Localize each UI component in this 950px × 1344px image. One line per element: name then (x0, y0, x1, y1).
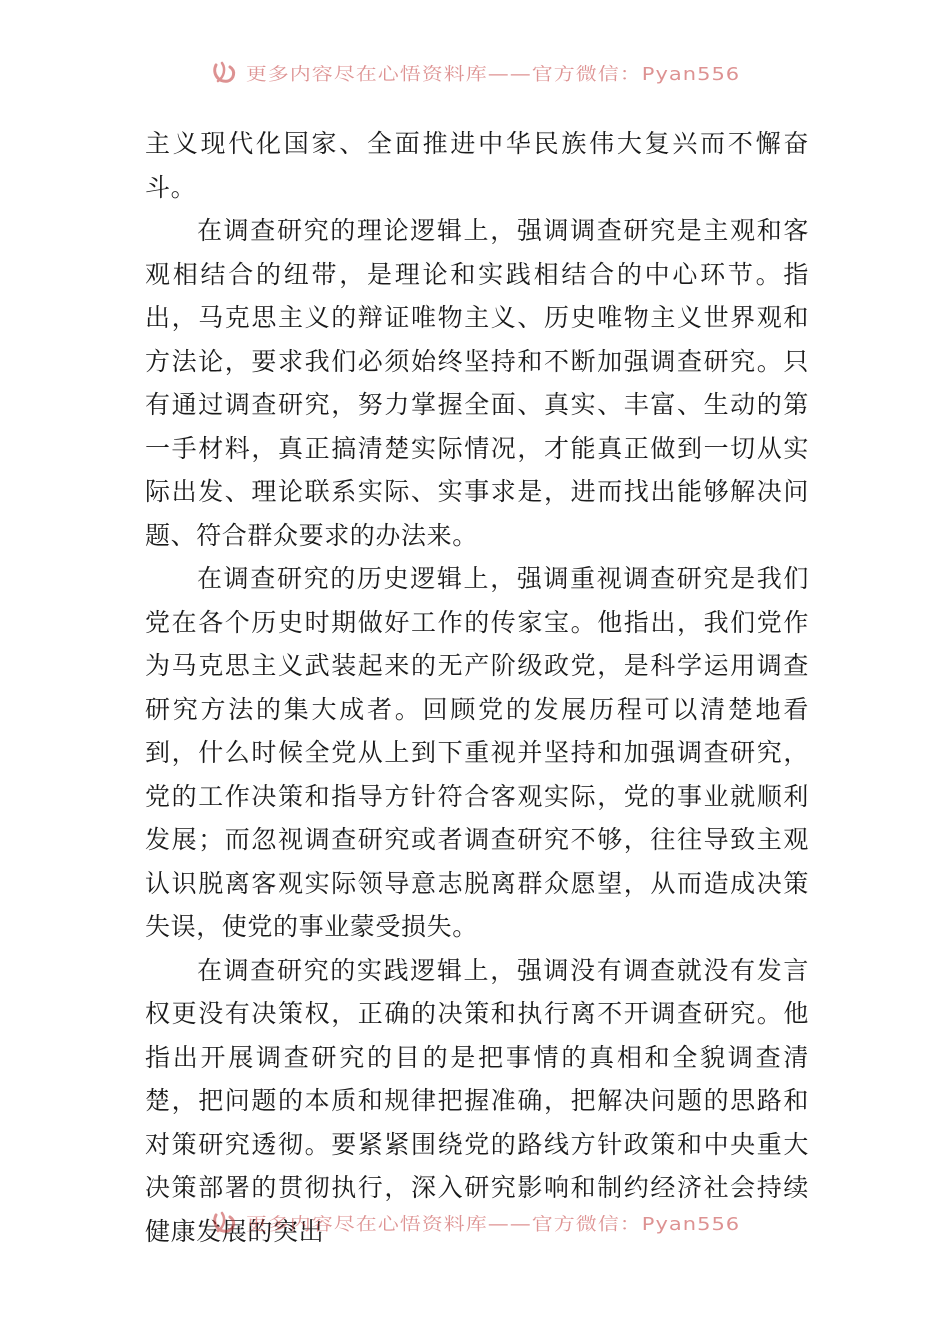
watermark-text: 更多内容尽在心悟资料库——官方微信：Pyan556 (245, 1213, 741, 1235)
paragraph-practical-logic: 在调查研究的实践逻辑上，强调没有调查就没有发言权更没有决策权，正确的决策和执行离不开调查研究。他指出开展调查研究的目的是把事情的真相和全貌调查清楚，把问题的本质和规律把握准确，把解决问题的思路和对策研究透彻。要紧紧围绕党的路线方针政策和中央重大决策部署的贯彻执行，深入研究影响和制约经济社会持续健康发展的突出 (145, 955, 809, 1246)
header-watermark (0, 56, 950, 90)
document-body (145, 122, 809, 1253)
watermark-logo-icon (210, 1209, 238, 1237)
watermark-logo-icon (210, 59, 238, 87)
footer-watermark (0, 1206, 950, 1240)
watermark-text: 更多内容尽在心悟资料库——官方微信：Pyan556 (245, 63, 741, 85)
paragraph-continuation: 主义现代化国家、全面推进中华民族伟大复兴而不懈奋斗。 (145, 129, 809, 202)
paragraph-historical-logic: 在调查研究的历史逻辑上，强调重视调查研究是我们党在各个历史时期做好工作的传家宝。他指出，我们党作为马克思主义武装起来的无产阶级政党，是科学运用调查研究方法的集大成者。回顾党的发展历程可以清楚地看到，什么时候全党从上到下重视并坚持和加强调查研究，党的工作决策和指导方针符合客观实际，党的事业就顺利发展；而忽视调查研究或者调查研究不够，往往导致主观认识脱离客观实际领导意志脱离群众愿望，从而造成决策失误，使党的事业蒙受损失。 (145, 564, 809, 941)
paragraph-theoretical-logic: 在调查研究的理论逻辑上，强调调查研究是主观和客观相结合的纽带，是理论和实践相结合的中心环节。指出，马克思主义的辩证唯物主义、历史唯物主义世界观和方法论，要求我们必须始终坚持和不断加强调查研究。只有通过调查研究，努力掌握全面、真实、丰富、生动的第一手材料，真正搞清楚实际情况，才能真正做到一切从实际出发、理论联系实际、实事求是，进而找出能够解决问题、符合群众要求的办法来。 (145, 216, 809, 550)
